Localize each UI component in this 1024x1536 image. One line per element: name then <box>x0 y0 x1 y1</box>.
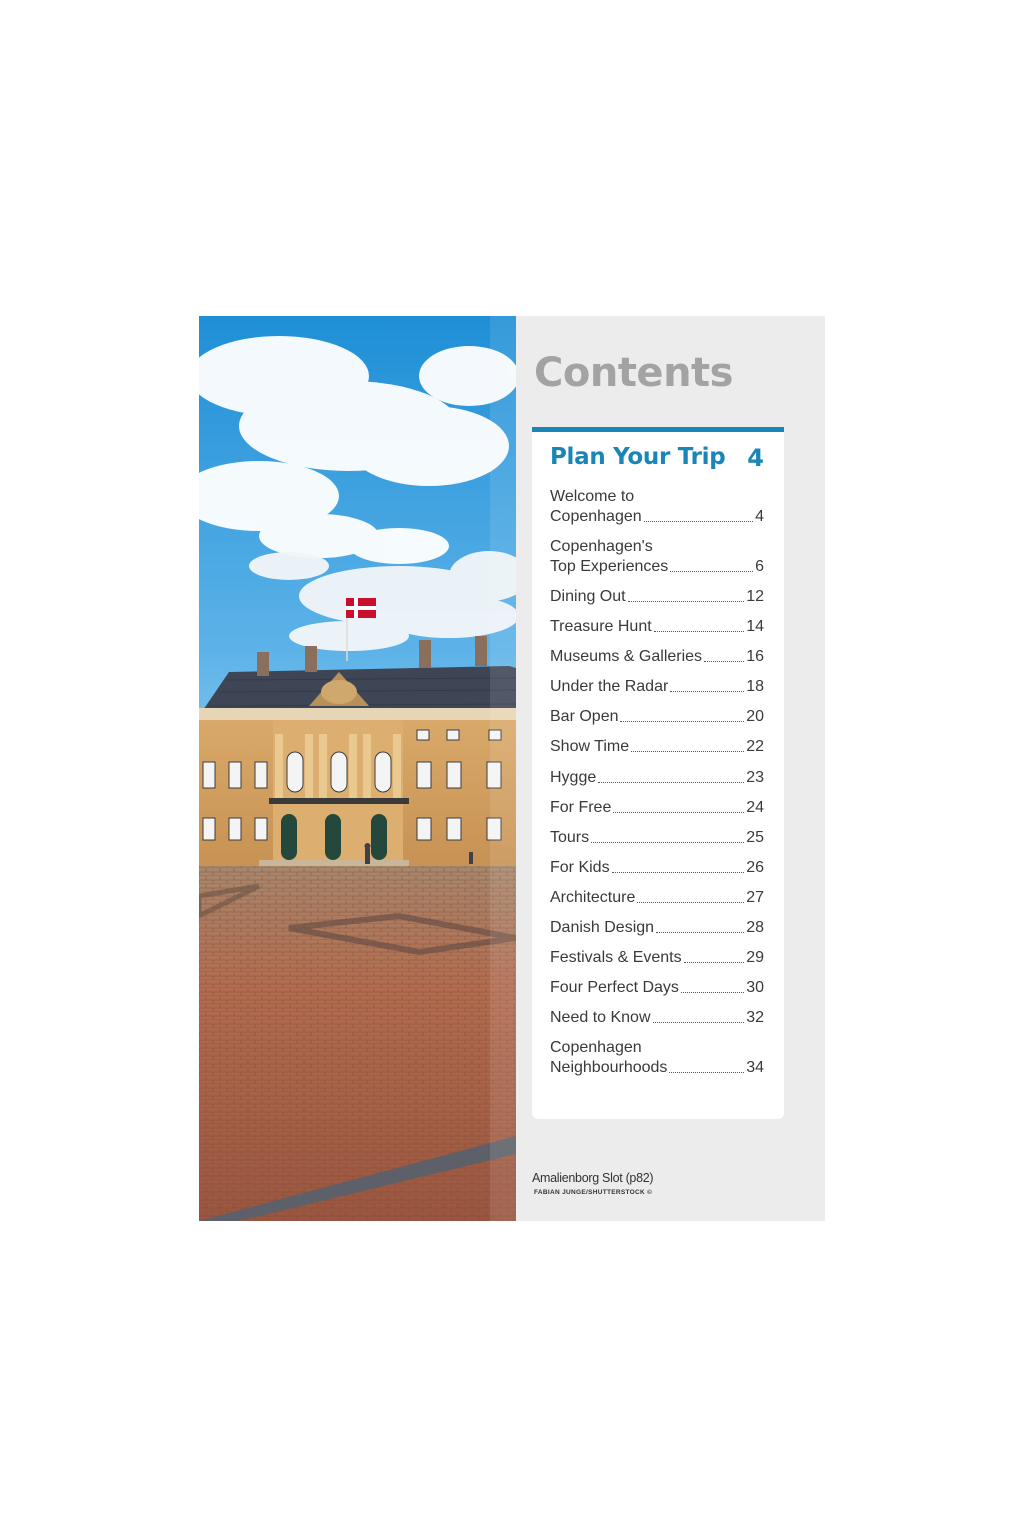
toc-item-label: Show Time <box>550 738 630 756</box>
toc-item-page: 24 <box>746 798 764 816</box>
dot-leader <box>669 1072 744 1073</box>
toc-item-label: Festivals & Events <box>550 949 682 967</box>
toc-item-label: For Kids <box>550 858 610 876</box>
toc-item-page: 28 <box>746 919 764 937</box>
dot-leader <box>598 782 744 783</box>
toc-item-page: 16 <box>746 648 764 666</box>
toc-item-label: Dining Out <box>550 588 626 605</box>
toc-item[interactable] <box>550 617 764 637</box>
dot-leader <box>631 751 744 752</box>
toc-item-page: 30 <box>746 979 764 997</box>
toc-item-page: 20 <box>746 708 764 726</box>
toc-item-label: Copenhagen <box>550 508 642 525</box>
dot-leader <box>644 521 753 522</box>
toc-item-label: Danish Design <box>550 919 655 937</box>
toc-item-page: 4 <box>755 508 764 525</box>
dot-leader <box>654 631 745 632</box>
toc-item-page: 14 <box>746 618 764 636</box>
dot-leader <box>670 571 753 572</box>
photo-credit: FABIAN JUNGE/SHUTTERSTOCK © <box>534 1189 653 1196</box>
dot-leader <box>656 932 744 933</box>
toc-item-page: 29 <box>746 949 764 967</box>
toc-item-label: Need to Know <box>550 1009 651 1027</box>
toc-item-page: 32 <box>746 1009 764 1027</box>
section-page: 4 <box>747 444 764 472</box>
section-title: Plan Your Trip <box>550 444 726 470</box>
toc-item[interactable] <box>550 858 764 878</box>
toc-item[interactable] <box>550 707 764 727</box>
toc-item-page: 26 <box>746 858 764 876</box>
toc-item-page: 12 <box>746 588 764 605</box>
toc-item[interactable] <box>550 1008 764 1028</box>
toc-item-label: Copenhagen's <box>550 538 653 555</box>
section-header <box>550 444 764 478</box>
toc-item-page: 25 <box>746 828 764 846</box>
dot-leader <box>628 601 745 602</box>
toc-item[interactable] <box>550 888 764 908</box>
toc-card <box>532 427 784 1119</box>
toc-item-label: Copenhagen <box>550 1039 642 1057</box>
toc-item-label: For Free <box>550 798 612 816</box>
toc-item[interactable] <box>550 828 764 848</box>
dot-leader <box>612 872 745 873</box>
toc-item-label: Treasure Hunt <box>550 618 652 636</box>
photo-fade-strip <box>490 316 516 1221</box>
photo-caption: Amalienborg Slot (p82) <box>532 1171 654 1185</box>
toc-list <box>550 487 764 1078</box>
toc-item-page: 23 <box>746 768 764 786</box>
dot-leader <box>681 992 744 993</box>
toc-item[interactable] <box>550 1038 764 1078</box>
toc-item[interactable] <box>550 677 764 697</box>
toc-item-label: Four Perfect Days <box>550 979 679 997</box>
toc-item-label: Welcome to <box>550 488 635 505</box>
toc-item[interactable] <box>550 918 764 938</box>
toc-item-label: Bar Open <box>550 708 619 726</box>
dot-leader <box>704 661 744 662</box>
toc-item-page: 22 <box>746 738 764 756</box>
toc-item[interactable] <box>550 978 764 998</box>
toc-item-label: Museums & Galleries <box>550 648 703 666</box>
toc-item-label: Top Experiences <box>550 558 669 575</box>
toc-item[interactable] <box>550 798 764 818</box>
dot-leader <box>620 721 744 722</box>
dot-leader <box>591 842 744 843</box>
amalienborg-photo <box>199 316 516 1221</box>
toc-item[interactable] <box>550 587 764 607</box>
toc-item-page: 34 <box>746 1059 764 1077</box>
toc-item-label: Hygge <box>550 768 597 786</box>
toc-item-label: Tours <box>550 828 590 846</box>
toc-item[interactable] <box>550 487 764 527</box>
toc-item[interactable] <box>550 768 764 788</box>
dot-leader <box>637 902 744 903</box>
book-page <box>199 316 825 1221</box>
dot-leader <box>670 691 744 692</box>
cover-photo <box>199 316 516 1221</box>
dot-leader <box>684 962 745 963</box>
toc-item[interactable] <box>550 737 764 757</box>
toc-item-label: Neighbourhoods <box>550 1059 668 1077</box>
page-title: Contents <box>534 350 733 396</box>
toc-item[interactable] <box>550 948 764 968</box>
toc-item[interactable] <box>550 647 764 667</box>
toc-item-page: 18 <box>746 678 764 696</box>
toc-item-page: 27 <box>746 888 764 906</box>
toc-item-label: Under the Radar <box>550 678 669 696</box>
dot-leader <box>613 812 744 813</box>
toc-item-label: Architecture <box>550 888 636 906</box>
toc-item[interactable] <box>550 537 764 577</box>
dot-leader <box>653 1022 745 1023</box>
contents-panel <box>516 316 825 1221</box>
toc-item-page: 6 <box>755 558 764 575</box>
